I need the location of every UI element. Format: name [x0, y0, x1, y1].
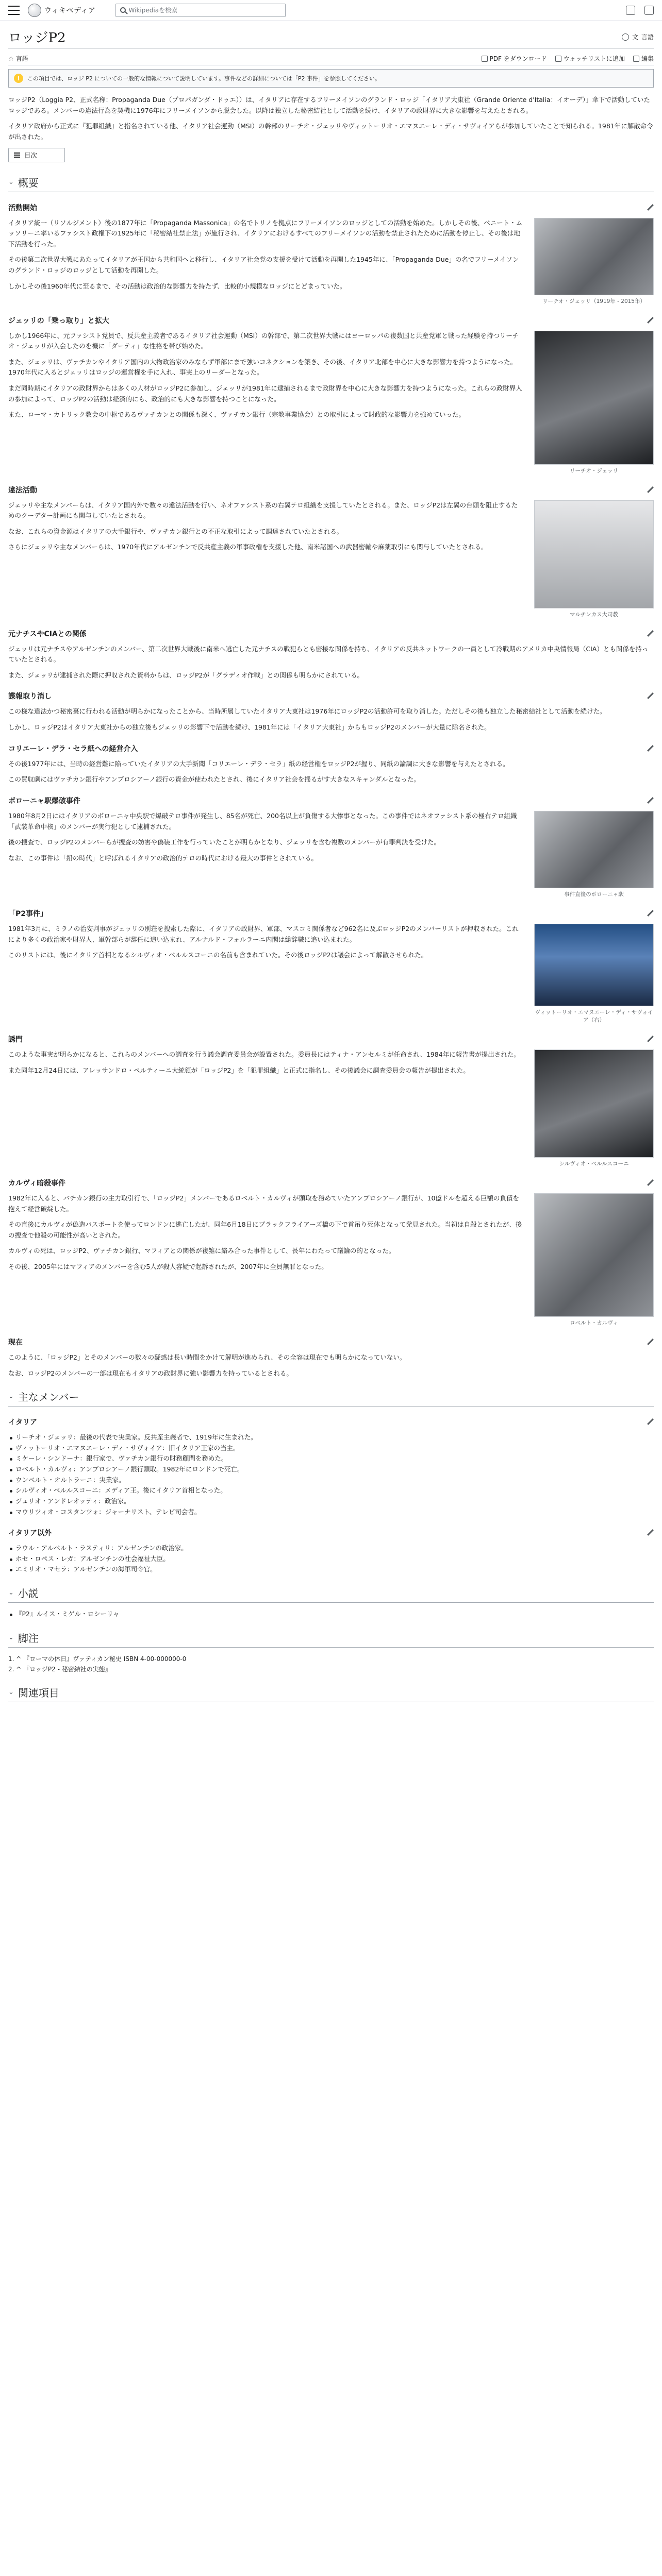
- subsection-heading: 違法活動: [8, 485, 654, 495]
- language-count: 文: [632, 33, 638, 41]
- subsection-heading: コリエーレ・デラ・セラ紙への経営介入: [8, 743, 654, 754]
- figure: [534, 331, 654, 474]
- list-item: ウンベルト・オルトラーニ：実業家。: [8, 1475, 654, 1486]
- figure-caption: ロベルト・カルヴィ: [570, 1319, 618, 1326]
- reference-list: [8, 1654, 654, 1675]
- figure: [534, 1193, 654, 1327]
- paragraph: さらにジェッリや主なメンバーらは、1970年代にアルゼンチンで反共産主義の軍事政権を支援した他、南米諸国への武器密輸や麻薬取引にも関与していたとされる。: [8, 543, 488, 551]
- paragraph: この様な違法かつ秘密裏に行われる活動が明らかになったことから、当時所属していたイタリア大東社は1976年にロッジP2の活動許可を取り消した。ただしその後も独立した秘密結社として活動を続けた。: [8, 707, 606, 716]
- edit-section-icon[interactable]: [647, 486, 654, 494]
- chevron-down-icon: ⌄: [8, 1633, 14, 1641]
- page-title: ロッジP2: [8, 30, 66, 46]
- paragraph: なお、ロッジP2のメンバーの一部は現在もイタリアの政財界に強い影響力を持っているとされる。: [8, 1369, 293, 1377]
- edit-section-icon[interactable]: [647, 1418, 654, 1426]
- edit-section-icon[interactable]: [647, 1338, 654, 1346]
- figure: [534, 1049, 654, 1167]
- paragraph: カルヴィの死は、ロッジP2、ヴァチカン銀行、マフィアとの関係が複雑に絡み合った事件として、長年にわたって議論の的となった。: [8, 1247, 395, 1255]
- edit-section-icon[interactable]: [647, 1179, 654, 1187]
- figure-caption: リーチオ・ジェッリ（1919年 - 2015年）: [542, 298, 646, 304]
- toc-label: 目次: [24, 151, 38, 159]
- watchlist-button[interactable]: ウォッチリストに追加: [555, 54, 625, 63]
- main-menu-icon[interactable]: [8, 6, 20, 15]
- paragraph: その後1977年には、当時の経営難に陥っていたイタリアの大手新聞「コリエーレ・デラ・セラ」紙の経営権をロッジP2が握り、同紙の論調に大きな影響を与えたとされる。: [8, 759, 509, 768]
- paragraph: その後第二次世界大戦にあたってイタリアが王国から共和国へと移行し、イタリア社会党の支援を受けて活動を再開した1945年に、「Propaganda Due」の名でフリーメイソンのグランド・ロッジのロッジとして活動を再開した。: [8, 256, 519, 274]
- edit-section-icon[interactable]: [647, 317, 654, 324]
- subsection-heading: 活動開始: [8, 202, 654, 213]
- hatnote-text: この項目では、ロッジ P2 についての一般的な情報について説明しています。事件などの詳細については「P2 事件」を参照してください。: [27, 75, 380, 82]
- subsection-heading: イタリア以外: [8, 1528, 654, 1538]
- paragraph: このような事実が明らかになると、これらのメンバーへの調査を行う議会調査委員会が設置された。委員長にはティナ・アンセルミが任命され、1984年に報告書が提出された。: [8, 1050, 520, 1058]
- paragraph: 1981年3月に、ミラノの治安判事がジェッリの別荘を捜索した際に、イタリアの政財界、軍部、マスコミ関係者など962名に及ぶロッジP2のメンバーリストが押収された。これにより多くの政治家や財界人、軍幹部らが辞任に追い込まれ、アルナルド・フォルラーニ内閣は総辞職に追い込まれた。: [8, 924, 519, 943]
- section-heading-members[interactable]: ⌄ 主なメンバー: [8, 1386, 654, 1406]
- subsection-heading: ジェッリの「乗っ取り」と拡大: [8, 315, 654, 326]
- section-heading-overview[interactable]: ⌄ 概要: [8, 172, 654, 192]
- paragraph: イタリア統一（リソルジメント）後の1877年に「Propaganda Massonica」の名でトリノを拠点にフリーメイソンのロッジとしての活動を始めた。しかしその後、ベニート・ムッソリーニ率いるファシスト政権下の1925年に「秘密結社禁止法」が施行され、イタリアにおけるすべてのフリーメイソンの活動を禁止されたために活動を停止し、その後は地下活動を行った。: [8, 218, 523, 248]
- paragraph: また、ジェッリが逮捕された際に押収された資料からは、ロッジP2が「グラディオ作戦」との関係も明らかにされている。: [8, 671, 363, 679]
- subsection-heading: 諜報取り消し: [8, 691, 654, 701]
- toc-button[interactable]: [8, 148, 65, 162]
- paragraph: ジェッリや主なメンバーらは、イタリア国内外で数々の違法活動を行い、ネオファシスト系の右翼テロ組織を支援していたとされる。また、ロッジP2は左翼の台頭を阻止するためのクーデター計画にも関与していたとされる。: [8, 501, 518, 520]
- reference-item[interactable]: 2. ^ 『ロッジP2 - 秘密結社の実態』: [8, 1666, 111, 1673]
- paragraph: このリストには、後にイタリア首相となるシルヴィオ・ベルルスコーニの名前も含まれていた。その後ロッジP2は議会によって解散させられた。: [8, 951, 428, 959]
- figure-caption: 事件直後のボローニャ駅: [564, 891, 624, 897]
- download-icon: [482, 56, 488, 62]
- edit-section-icon[interactable]: [647, 692, 654, 700]
- subsection-heading: 誘門: [8, 1034, 654, 1044]
- chevron-down-icon: ⌄: [8, 178, 14, 186]
- download-pdf-button[interactable]: PDF をダウンロード: [482, 54, 547, 63]
- subsection-heading: カルヴィ暗殺事件: [8, 1178, 654, 1188]
- photo-image[interactable]: [534, 924, 654, 1006]
- paragraph: その直後にカルヴィが偽造パスポートを使ってロンドンに逃亡したが、同年6月18日にブラックフライアーズ橋の下で首吊り死体となって発見された。当初は自殺とされたが、後の捜査で他殺の可能性が高いとされた。: [8, 1221, 522, 1239]
- lead-paragraph: イタリア政府から正式に『犯罪組織』と指名されている他、イタリア社会運動（MSI）の幹部のリーチオ・ジェッリやヴィットーリオ・エマヌエーレ・ディ・サヴォイアらが参加していたことで知られる。1981年に解散命令が出された。: [8, 122, 653, 141]
- list-item: マウリツィオ・コスタンツォ：ジャーナリスト、テレビ司会者。: [8, 1507, 654, 1518]
- portrait-image[interactable]: [534, 331, 654, 465]
- list-item: リーチオ・ジェッリ：最後の代表で実業家。反共産主義者で、1919年に生まれた。: [8, 1432, 654, 1443]
- paragraph: 後の捜査で、ロッジP2のメンバーらが捜査の妨害や偽装工作を行っていたことが明らかとなり、ジェッリを含む複数のメンバーが有罪判決を受けた。: [8, 838, 440, 846]
- member-list-italy: [8, 1432, 654, 1517]
- toc-icon: [14, 152, 20, 158]
- list-item: ホセ・ロペス・レガ：アルゼンチンの社会福祉大臣。: [8, 1554, 654, 1565]
- edit-section-icon[interactable]: [647, 910, 654, 917]
- member-list-abroad: [8, 1543, 654, 1575]
- edit-section-icon[interactable]: [647, 630, 654, 637]
- list-item: ミケーレ・シンドーナ：銀行家で、ヴァチカン銀行の財務顧問を務めた。: [8, 1453, 654, 1464]
- tool-languages[interactable]: ☆ 言語: [8, 55, 28, 62]
- edit-section-icon[interactable]: [647, 797, 654, 804]
- paragraph: この買収劇にはヴァチカン銀行やアンブロシアーノ銀行の資金が使われたとされ、後にイタリア社会を揺るがす大きなスキャンダルとなった。: [8, 775, 420, 784]
- info-icon: !: [14, 74, 23, 83]
- paragraph: なお、これらの資金源はイタリアの大手銀行や、ヴァチカン銀行との不正な取引によって調達されていたとされる。: [8, 527, 343, 535]
- paragraph: 1980年8月2日にはイタリアのボローニャ中央駅で爆破テロ事件が発生し、85名が死亡、200名以上が負傷する大惨事となった。この事件ではネオファシスト系の極右テロ組織「武装革命中核」のメンバーが実行犯として逮捕された。: [8, 811, 517, 831]
- figure: [534, 924, 654, 1024]
- list-item: ロベルト・カルヴィ：アンブロシアーノ銀行頭取。1982年にロンドンで死亡。: [8, 1464, 654, 1475]
- article-content: [8, 95, 654, 1708]
- language-button[interactable]: [622, 32, 654, 41]
- chevron-down-icon: ⌄: [8, 1589, 14, 1597]
- list-item: ヴィットーリオ・エマヌエーレ・ディ・サヴォイア：旧イタリア王家の当主。: [8, 1443, 654, 1454]
- photo-image[interactable]: [534, 811, 654, 888]
- figure: [534, 500, 654, 618]
- portrait-image[interactable]: [534, 218, 654, 295]
- search-icon: [120, 7, 126, 13]
- section-heading-references[interactable]: ⌄ 脚注: [8, 1627, 654, 1648]
- section-heading-novels[interactable]: ⌄ 小説: [8, 1582, 654, 1603]
- paragraph: また、ローマ・カトリック教会の中枢であるヴァチカンとの関係も深く、ヴァチカン銀行（宗教事業協会）との取引によって財政的な影響力を強めていった。: [8, 411, 466, 419]
- paragraph: しかしその後1960年代に至るまで、その活動は政治的な影響力を持たず、比較的小規模なロッジにとどまっていた。: [8, 282, 346, 290]
- paragraph: ジェッリは元ナチスやアルゼンチンのメンバー、第二次世界大戦後に南米へ逃亡した元ナチスの戦犯らとも密接な関係を持ち、イタリアの反共ネットワークの一員として冷戦期のアメリカ中央情報局（CIA）とも関係を持っていたとされる。: [8, 645, 649, 664]
- paragraph: しかし、ロッジP2はイタリア大東社からの独立後もジェッリの影響下で活動を続け、1981年には「イタリア大東社」からもロッジP2のメンバーが大量に除名された。: [8, 723, 491, 731]
- paragraph: 1982年に入ると、バチカン銀行の主力取引行で、「ロッジP2」メンバーであるロベルト・カルヴィが頭取を務めていたアンブロシアーノ銀行が、10億ドルを超える巨額の負債を抱えて経営破綻した。: [8, 1194, 519, 1213]
- star-icon: [555, 56, 561, 62]
- pencil-icon: [633, 56, 639, 62]
- subsection-heading: 元ナチスやCIAとの関係: [8, 629, 654, 639]
- list-item: エミリオ・マセラ：アルゼンチンの海軍司令官。: [8, 1564, 654, 1575]
- figure-caption: ヴィットーリオ・エマヌエーレ・ディ・サヴォイア（右）: [535, 1009, 653, 1023]
- chevron-down-icon: ⌄: [8, 1688, 14, 1697]
- list-item: ジュリオ・アンドレオッティ：政治家。: [8, 1496, 654, 1507]
- site-logo[interactable]: [28, 4, 96, 17]
- figure-caption: リーチオ・ジェッリ: [569, 467, 619, 474]
- section-heading-related[interactable]: ⌄ 関連項目: [8, 1682, 654, 1702]
- edit-button[interactable]: 編集: [633, 54, 654, 63]
- chevron-down-icon: ⌄: [8, 1393, 14, 1401]
- paragraph: まだ同時期にイタリアの政財界からは多くの人材がロッジP2に参加し、ジェッリが1981年に逮捕されるまで政財界を中心に大きな影響力を持つようになった。これらの政財界人の参加によって、ロッジP2の活動は経済的にも、政治的にも大きな影響を持つことになった。: [8, 384, 522, 403]
- list-item: 『P2』ルイス・ミゲル・ロシーリャ: [8, 1609, 654, 1620]
- subsection-heading: 「P2事件」: [8, 908, 654, 919]
- search-input[interactable]: [115, 4, 286, 17]
- portrait-image[interactable]: [534, 500, 654, 608]
- edit-section-icon[interactable]: [647, 745, 654, 752]
- paragraph: このように、「ロッジP2」とそのメンバーの数々の疑惑は長い時間をかけて解明が進められ、その全容は現在でも明らかになっていない。: [8, 1353, 406, 1361]
- paragraph: しかし1966年に、元ファシスト党員で、反共産主義者であるイタリア社会運動（MSI）の幹部で、第二次世界大戦にはヨーロッパの複数国と共産党軍と戦った経験を持つリーチオ・ジェッリが入会したのを機に「ダーティ」な性格を帯び始めた。: [8, 331, 519, 350]
- paragraph: また、ジェッリは、ヴァチカンやイタリア国内の大物政治家のみならず軍部にまで強いコネクションを築き、その後、イタリア北部を中心に大きな影響力を持つようになった。1970年代に入るとジェッリはロッジの運営権を手に入れ、事実上のリーダーとなった。: [8, 358, 517, 377]
- paragraph: その後、2005年にはマフィアのメンバーを含む5人が殺人容疑で起訴されたが、2007年に全員無罪となった。: [8, 1263, 328, 1270]
- appearance-icon[interactable]: [626, 6, 635, 15]
- figure-caption: シルヴィオ・ベルルスコーニ: [559, 1160, 629, 1167]
- edit-section-icon[interactable]: [647, 1529, 654, 1536]
- edit-section-icon[interactable]: [647, 204, 654, 211]
- figure-caption: マルチンカス大司教: [570, 611, 618, 618]
- user-menu-icon[interactable]: [644, 6, 654, 15]
- edit-section-icon[interactable]: [647, 1036, 654, 1043]
- list-item: シルヴィオ・ベルルスコーニ：メディア王。後にイタリア首相となった。: [8, 1485, 654, 1496]
- figure: [534, 218, 654, 305]
- page-tools: [8, 52, 654, 66]
- subsection-heading: 現在: [8, 1337, 654, 1347]
- language-icon: [622, 33, 629, 41]
- top-header: [0, 0, 662, 21]
- subsection-heading: ボローニャ駅爆破事件: [8, 795, 654, 806]
- wikipedia-globe-icon: [28, 4, 41, 17]
- reference-item[interactable]: 1. ^ 『ローマの休日』ヴァティカン秘史 ISBN 4-00-000000-0: [8, 1655, 187, 1663]
- list-item: ラウル・アルベルト・ラスティリ：アルゼンチンの政治家。: [8, 1543, 654, 1554]
- title-row: [8, 26, 654, 48]
- paragraph: なお、この事件は「鉛の時代」と呼ばれるイタリアの政治的テロの時代における最大の事件とされている。: [8, 854, 318, 862]
- language-label: 言語: [641, 33, 654, 41]
- hatnote-banner: [8, 69, 654, 88]
- portrait-image[interactable]: [534, 1193, 654, 1317]
- figure: [534, 811, 654, 898]
- search-placeholder: Wikipediaを検索: [128, 7, 178, 14]
- site-logo-text: ウィキペディア: [44, 6, 96, 15]
- paragraph: また同年12月24日には、アレッサンドロ・ペルティーニ大統領が「ロッジP2」を「犯罪組織」と正式に指名し、その後議会に調査委員会の報告が提出された。: [8, 1066, 470, 1074]
- novel-list: [8, 1609, 654, 1620]
- lead-paragraph: ロッジP2（Loggia P2、正式名称：Propaganda Due（プロパガンダ・ドゥエ））は、イタリアに存在するフリーメイソンのグランド・ロッジ「イタリア大東社（Grande Oriente d'Italia：イオーデ）」傘下で活動していたロッジである。メンバーの違法行為を契機に1976年にフリーメイソンから脱会した。以降は独立した秘密結社として活動を続け、イタリアの政財界に大きな影響を与えたとされる。: [8, 96, 650, 114]
- subsection-heading: イタリア: [8, 1417, 654, 1427]
- portrait-image[interactable]: [534, 1049, 654, 1158]
